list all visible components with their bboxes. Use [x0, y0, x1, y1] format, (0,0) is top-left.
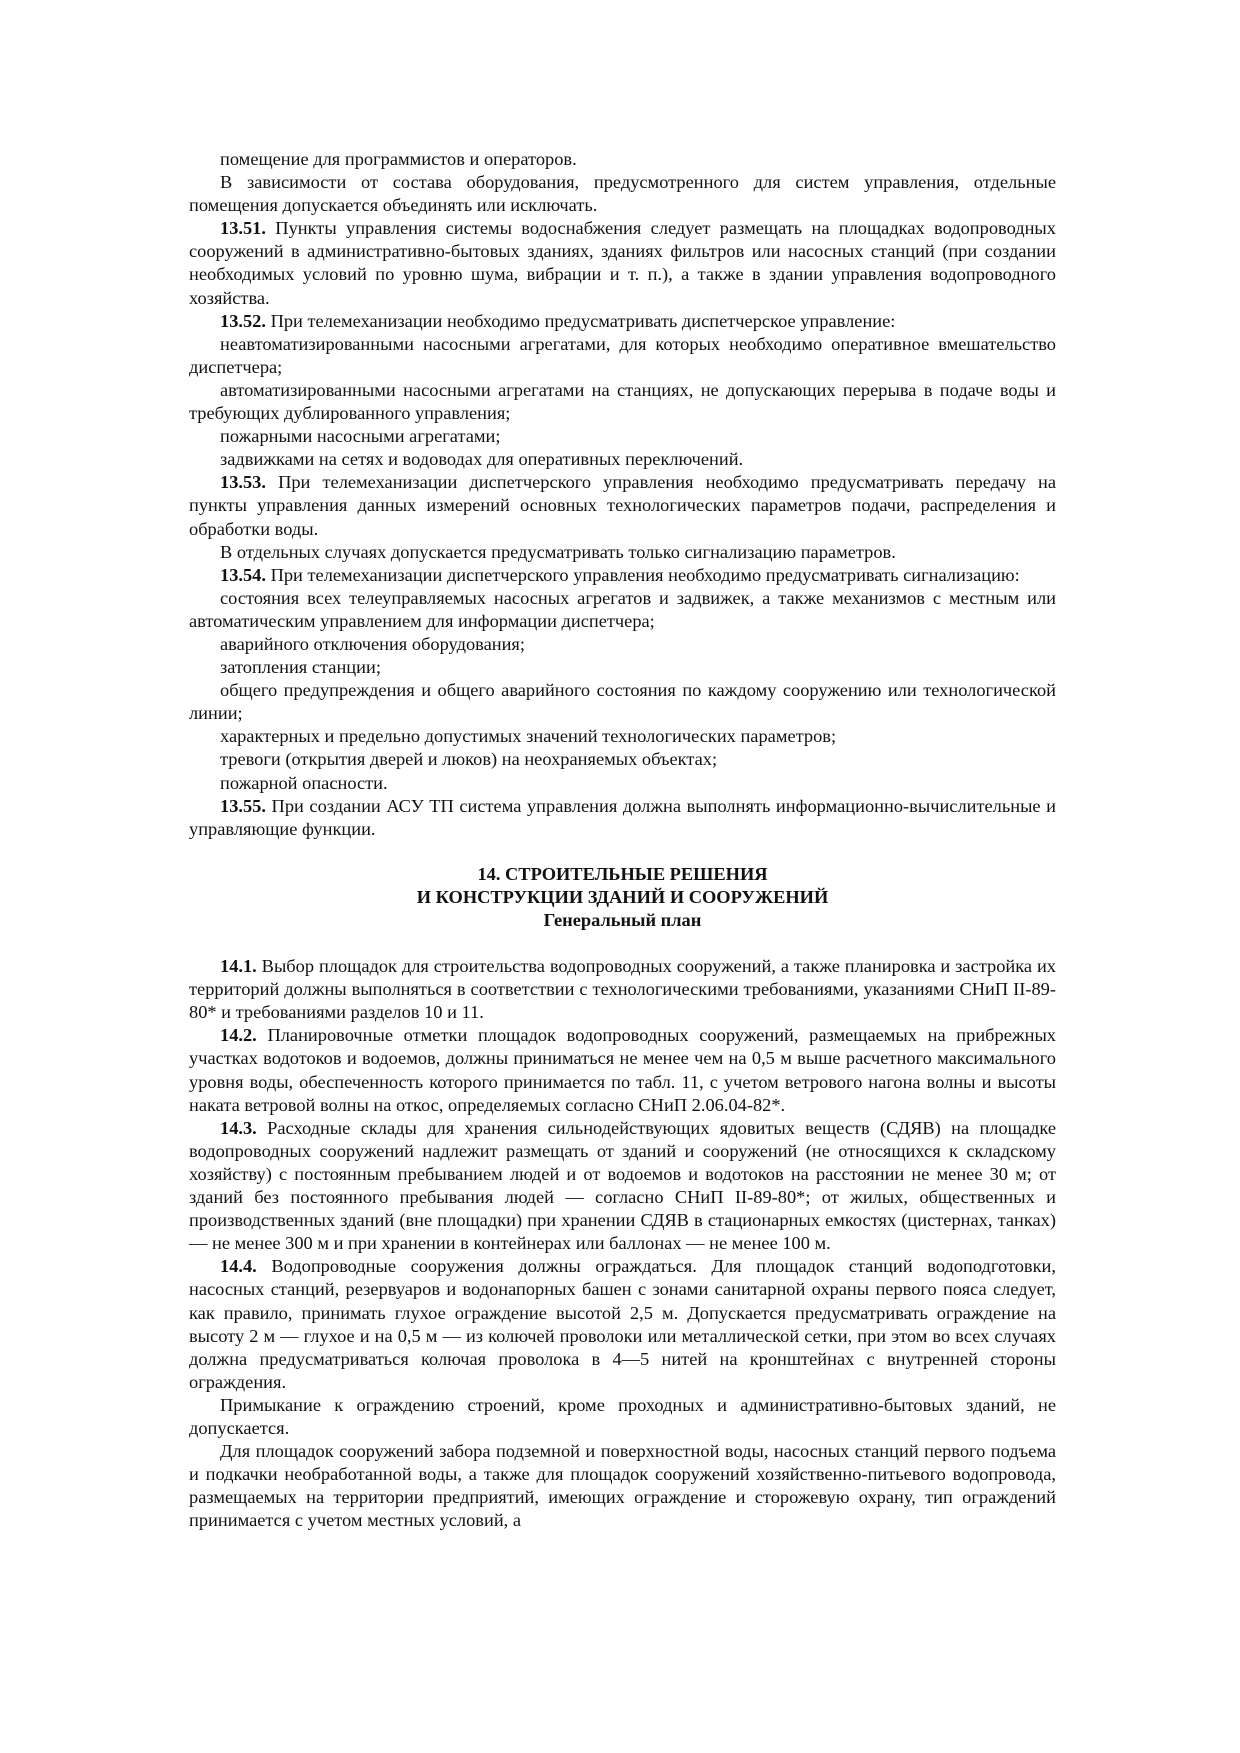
paragraph-text: характерных и предельно допустимых значений технологических параметров; [220, 726, 837, 747]
paragraph [189, 772, 1056, 795]
paragraph [189, 725, 1056, 748]
paragraph-text: Выбор площадок для строительства водопроводных сооружений, а также планировка и застройка их территорий должны выполняться в соответствии с технологическими требованиями, указаниями СНиП II-89-80* и требованиями разделов 10 и 11. [189, 956, 1056, 1023]
paragraph-text: Водопроводные сооружения должны ограждаться. Для площадок станций водоподготовки, насосных станций, резервуаров и водонапорных башен с зонами санитарной охраны первого пояса следует, как правило, принимать глухое ограждение высотой 2,5 м. Допускается предусматривать ограждение на высоту 2 м — глухое и на 0,5 м — из колючей проволоки или металлической сетки, при этом во всех случаях должна предусматриваться колючая проволока в 4—5 нитей на кронштейнах с внутренней стороны ограждения. [189, 1256, 1056, 1392]
paragraph [189, 633, 1056, 656]
section-13-text [189, 148, 1056, 841]
paragraph-text: тревоги (открытия дверей и люков) на неохраняемых объектах; [220, 749, 718, 770]
paragraph-text: При телемеханизации необходимо предусматривать диспетчерское управление: [265, 310, 896, 331]
paragraph [189, 379, 1056, 425]
paragraph [189, 1117, 1056, 1256]
paragraph [189, 448, 1056, 471]
paragraph-text: Пункты управления системы водоснабжения следует размещать на площадках водопроводных сооружений в административно-бытовых зданиях, зданиях фильтров или насосных станций (при создании необходимых условий по уровню шума, вибрации и т. п.), а также в здании управления водопроводного хозяйства. [189, 218, 1056, 308]
document-page [189, 148, 1056, 1532]
paragraph-text: Планировочные отметки площадок водопроводных сооружений, размещаемых на прибрежных участках водотоков и водоемов, должны приниматься не менее чем на 0,5 м выше расчетного максимального уровня воды, обеспеченность которого принимается по табл. 11, с учетом ветрового нагона волны и высоты наката ветровой волны на откос, определяемых согласно СНиП 2.06.04-82*. [189, 1025, 1056, 1115]
clause-number: 13.52. [220, 310, 266, 331]
paragraph [189, 471, 1056, 540]
paragraph-text: аварийного отключения оборудования; [220, 633, 525, 654]
clause-number: 13.51. [220, 218, 266, 239]
paragraph-text: задвижками на сетях и водоводах для оперативных переключений. [220, 449, 744, 470]
paragraph [189, 1440, 1056, 1532]
paragraph-text: Для площадок сооружений забора подземной и поверхностной воды, насосных станций первого подъема и подкачки необработанной воды, а также для площадок сооружений хозяйственно-питьевого водопровода, размещаемых на территории предприятий, имеющих ограждение и сторожевую охрану, тип ограждений принимается с учетом местных условий, а [189, 1441, 1056, 1531]
section-title-line2: И КОНСТРУКЦИИ ЗДАНИЙ И СООРУЖЕНИЙ [416, 886, 829, 907]
section-subtitle: Генеральный план [543, 910, 702, 930]
paragraph [189, 148, 1056, 171]
paragraph [189, 1255, 1056, 1394]
paragraph [189, 587, 1056, 633]
paragraph [189, 333, 1056, 379]
section-title-line1: 14. СТРОИТЕЛЬНЫЕ РЕШЕНИЯ [477, 863, 768, 884]
clause-number: 13.54. [220, 564, 266, 585]
clause-number: 14.4. [220, 1256, 257, 1277]
paragraph [189, 955, 1056, 1024]
clause-number: 13.53. [220, 472, 266, 493]
paragraph-text: Примыкание к ограждению строений, кроме проходных и административно-бытовых зданий, не допускается. [189, 1394, 1056, 1438]
paragraph-text: При телемеханизации диспетчерского управления необходимо предусматривать сигнализацию: [265, 564, 1020, 585]
paragraph [189, 748, 1056, 771]
paragraph [189, 795, 1056, 841]
clause-number: 13.55. [220, 795, 266, 816]
clause-number: 14.1. [220, 956, 257, 977]
paragraph-text: В отдельных случаях допускается предусматривать только сигнализацию параметров. [220, 541, 896, 562]
paragraph-text: неавтоматизированными насосными агрегатами, для которых необходимо оперативное вмешательство диспетчера; [189, 333, 1056, 377]
paragraph [189, 564, 1056, 587]
paragraph [189, 217, 1056, 309]
clause-number: 14.3. [220, 1117, 257, 1138]
paragraph-text: Расходные склады для хранения сильнодействующих ядовитых веществ (СДЯВ) на площадке водопроводных сооружений надлежит размещать от зданий и сооружений (не относящихся к складскому хозяйству) с постоянным пребыванием людей и от водоемов и водотоков на расстоянии не менее 30 м; от зданий без постоянного пребывания людей — согласно СНиП II-89-80*; от жилых, общественных и производственных зданий (вне площадки) при хранении СДЯВ в стационарных емкостях (цистернах, танках) — не менее 300 м и при хранении в контейнерах или баллонах — не менее 100 м. [189, 1117, 1056, 1254]
paragraph-text: затопления станции; [220, 657, 381, 678]
paragraph-text: состояния всех телеуправляемых насосных агрегатов и задвижек, а также механизмов с местным или автоматическим управлением для информации диспетчера; [189, 587, 1056, 631]
paragraph [189, 656, 1056, 679]
paragraph [189, 1024, 1056, 1116]
paragraph [189, 171, 1056, 217]
paragraph [189, 541, 1056, 564]
paragraph [189, 1394, 1056, 1440]
paragraph-text: При телемеханизации диспетчерского управления необходимо предусматривать передачу на пункты управления данных измерений основных технологических параметров подачи, распределения и обработки воды. [189, 472, 1056, 539]
paragraph [189, 425, 1056, 448]
paragraph-text: автоматизированными насосными агрегатами на станциях, не допускающих перерыва в подаче воды и требующих дублированного управления; [189, 379, 1056, 424]
clause-number: 14.2. [220, 1025, 257, 1046]
paragraph-text: В зависимости от состава оборудования, предусмотренного для систем управления, отдельные помещения допускается объединять или исключать. [189, 172, 1056, 216]
paragraph-text: общего предупреждения и общего аварийного состояния по каждому сооружению или технологической линии; [189, 680, 1056, 724]
paragraph [189, 679, 1056, 725]
section-14-text [189, 955, 1056, 1532]
paragraph-text: пожарными насосными агрегатами; [220, 426, 501, 447]
paragraph-text: пожарной опасности. [220, 772, 388, 793]
paragraph-text: При создании АСУ ТП система управления должна выполнять информационно-вычислительные и управляющие функции. [189, 795, 1056, 839]
paragraph-text: помещение для программистов и операторов. [220, 149, 577, 169]
paragraph [189, 310, 1056, 333]
